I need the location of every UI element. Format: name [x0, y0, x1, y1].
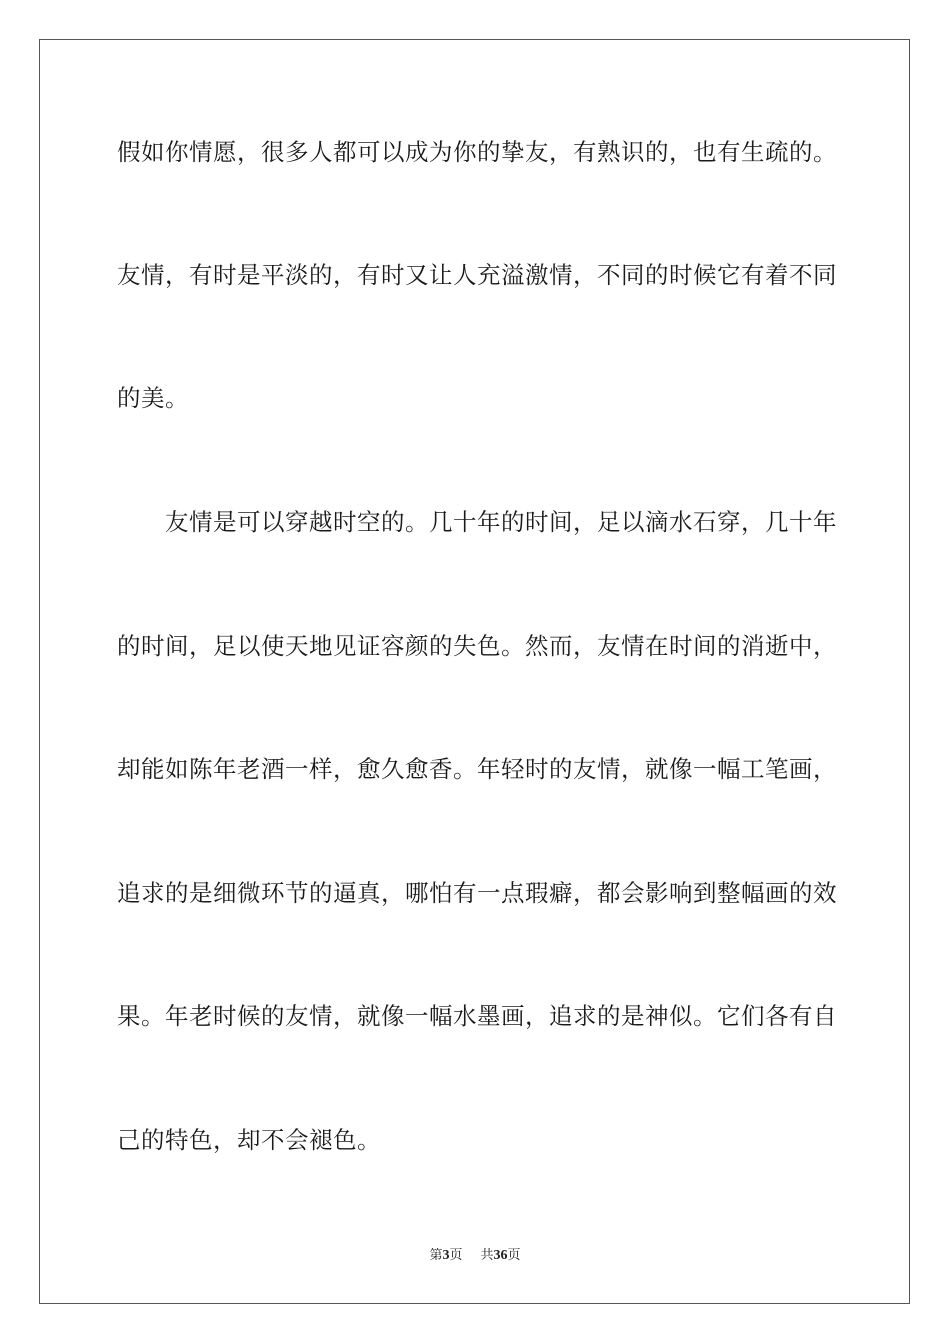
text-line-6: 却能如陈年老酒一样，愈久愈香。年轻时的友情，就像一幅工笔画，	[117, 755, 837, 783]
page-frame	[39, 39, 910, 1304]
text-line-9: 己的特色，却不会褪色。	[117, 1126, 381, 1154]
page-total: 36	[493, 1248, 508, 1263]
text-line-7: 追求的是细微环节的逼真，哪怕有一点瑕癖，都会影响到整幅画的效	[117, 879, 837, 907]
total-prefix: 共	[480, 1248, 494, 1263]
text-line-8: 果。年老时候的友情，就像一幅水墨画，追求的是神似。它们各有自	[117, 1002, 837, 1030]
text-line-4: 友情是可以穿越时空的。几十年的时间，足以滴水石穿，几十年	[165, 508, 837, 536]
text-line-1: 假如你情愿，很多人都可以成为你的挚友，有熟识的，也有生疏的。	[117, 138, 837, 166]
page-footer	[0, 1246, 950, 1266]
page-suffix: 页	[449, 1248, 463, 1263]
page-current: 3	[442, 1248, 450, 1263]
text-line-5: 的时间，足以使天地见证容颜的失色。然而，友情在时间的消逝中，	[117, 632, 837, 660]
page-prefix: 第	[429, 1248, 443, 1263]
text-line-3: 的美。	[117, 384, 189, 412]
text-line-2: 友情，有时是平淡的，有时又让人充溢激情，不同的时候它有着不同	[117, 261, 837, 289]
total-suffix: 页	[507, 1248, 521, 1263]
